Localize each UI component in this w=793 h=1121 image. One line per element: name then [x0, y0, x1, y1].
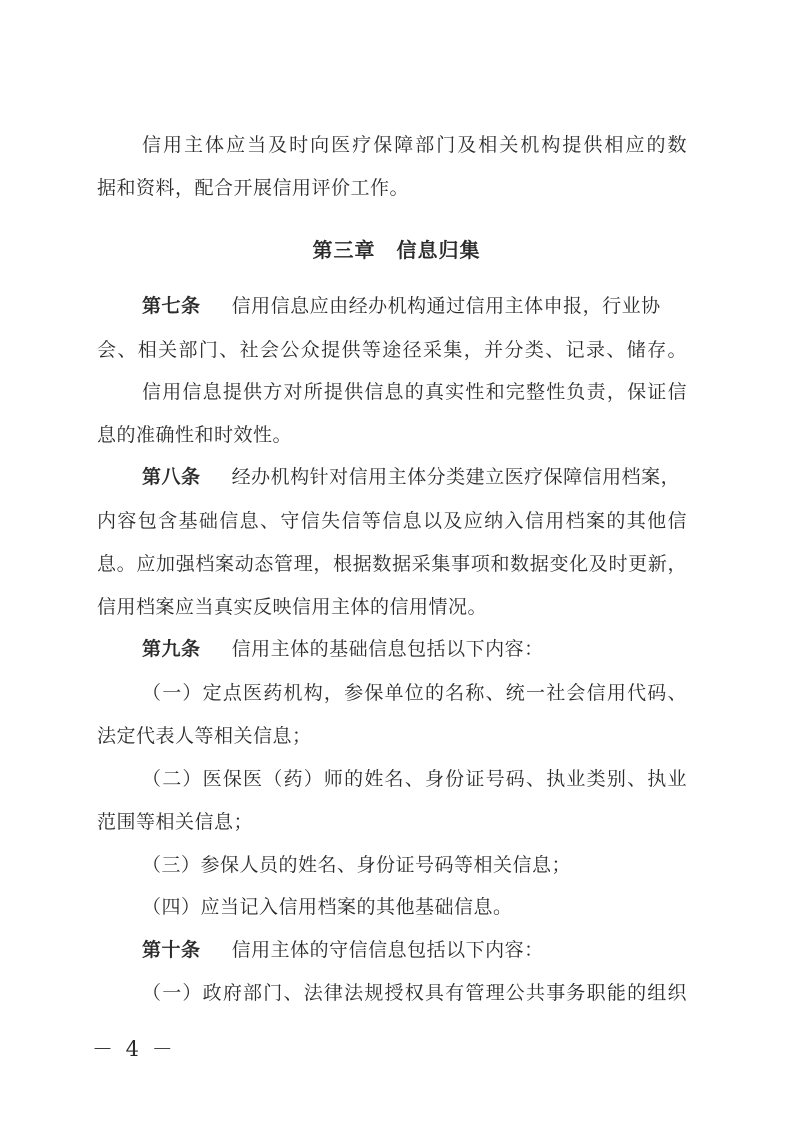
article10-text: 信用主体的守信信息包括以下内容：: [231, 939, 544, 961]
provider-line1: 信用信息提供方对所提供信息的真实性和完整性负责，保证信: [142, 381, 687, 403]
article8-line1: [142, 464, 687, 490]
article9-item1-line2: 法定代表人等相关信息；: [97, 725, 312, 747]
article9-line1: [142, 636, 687, 662]
article8-line2: 内容包含基础信息、守信失信等信息以及应纳入信用档案的其他信: [97, 510, 687, 532]
article9-label: 第九条: [142, 638, 201, 660]
article7-label: 第七条: [142, 295, 201, 317]
article10-item1-line1: （一）政府部门、法律法规授权具有管理公共事务职能的组织: [142, 982, 687, 1004]
para1-line2: 据和资料，配合开展信用评价工作。: [97, 177, 410, 199]
page-number: － 4 －: [92, 1037, 176, 1061]
chapter-title: 第三章 信息归集: [312, 238, 481, 262]
article8-text: 经办机构针对信用主体分类建立医疗保障信用档案，: [231, 466, 681, 488]
article7-line2: 会、相关部门、社会公众提供等途径采集，并分类、记录、储存。: [97, 339, 687, 361]
article9-item3: （三）参保人员的姓名、身份证号码等相关信息；: [142, 854, 572, 876]
article7-text: 信用信息应由经办机构通过信用主体申报，行业协: [231, 295, 661, 317]
article9-item4: （四）应当记入信用档案的其他基础信息。: [142, 896, 513, 918]
article9-item2-line1: （二）医保医（药）师的姓名、身份证号码、执业类别、执业: [142, 768, 687, 790]
article8-line3: 息。应加强档案动态管理，根据数据采集事项和数据变化及时更新，: [97, 553, 687, 575]
article7-line1: [142, 293, 687, 319]
para1-line1: 信用主体应当及时向医疗保障部门及相关机构提供相应的数: [142, 134, 687, 156]
article10-label: 第十条: [142, 939, 201, 961]
article10-line1: [142, 937, 687, 963]
article8-line4: 信用档案应当真实反映信用主体的信用情况。: [97, 596, 488, 618]
article9-item1-line1: （一）定点医药机构，参保单位的名称、统一社会信用代码、: [142, 682, 687, 704]
provider-line2: 息的准确性和时效性。: [97, 424, 293, 446]
article8-label: 第八条: [142, 466, 201, 488]
article9-text: 信用主体的基础信息包括以下内容：: [231, 638, 544, 660]
article9-item2-line2: 范围等相关信息；: [97, 811, 254, 833]
